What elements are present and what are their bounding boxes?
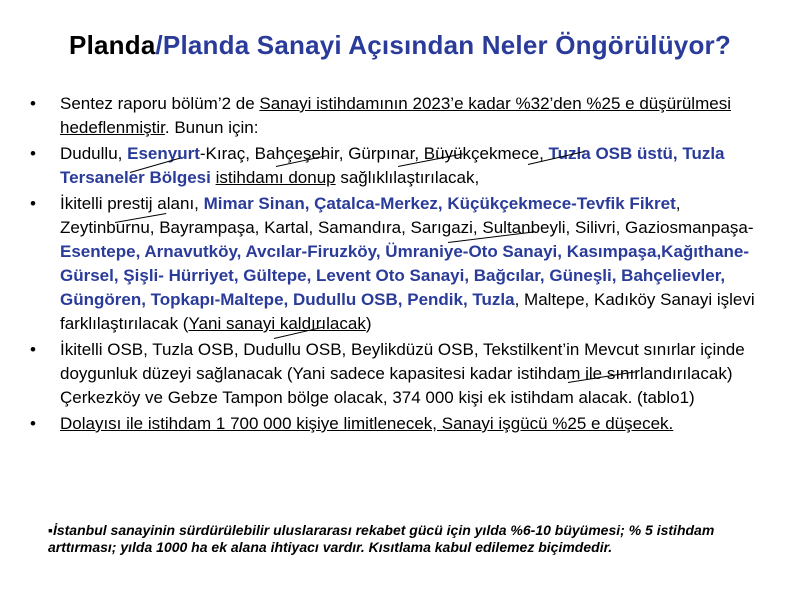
bullet-2-underlined: istihdamı donup [215, 168, 336, 187]
bullet-2-highlight-a: Esenyurt [127, 144, 200, 163]
bullet-5-underlined: Dolayısı ile istihdam 1 700 000 kişiye limitlenecek, Sanayi işgücü %25 e düşecek. [60, 414, 674, 433]
footnote-marker: ▪ [48, 522, 53, 538]
footnote-text: İstanbul sanayinin sürdürülebilir uluslararası rekabet gücü için yılda %6-10 büyümesi; % 5 istihdam arttırması; yılda 1000 ha ek alana ihtiyacı vardır. Kısıtlama kabul edilemez biçimdedir. [48, 522, 715, 555]
bullet-2-highlight-b: Tuzla OSB üstü, Tuzla Tersaneler Bölgesi [60, 144, 725, 187]
bullet-3-text-c: , Maltepe, Kadıköy Sanayi işlevi farklılaştırılacak ( [60, 290, 755, 333]
bullet-1-text: Sentez raporu bölüm’2 de [60, 94, 260, 113]
bullet-list [28, 92, 768, 438]
bullet-3-underlined: Yani sanayi kaldırılacak [188, 314, 366, 333]
bullet-1-underlined: Sanayi istihdamının 2023’e kadar %32’den %25 e düşürülmesi hedeflenmiştir [60, 94, 731, 137]
bullet-5 [28, 412, 768, 436]
bullet-2-text-d: sağlıklılaştırılacak, [335, 168, 480, 187]
bullet-3-highlight-b: Esentepe, Arnavutköy, Avcılar-Firuzköy, Ümraniye-Oto Sanayi, Kasımpaşa,Kağıthane-Gürsel, Şişli- Hürriyet, Gültepe, Levent Oto Sanayi, Bağcılar, Güneşli, Bahçelievler, Güngören, Topkapı-Maltepe, Dudullu OSB, Pendik, Tuzla [60, 242, 750, 309]
bullet-4 [28, 338, 768, 410]
bullet-3 [28, 192, 768, 336]
bullet-3-text-a: İkitelli prestij alanı, [60, 194, 204, 213]
bullet-4-text: İkitelli OSB, Tuzla OSB, Dudullu OSB, Beylikdüzü OSB, Tekstilkent’in Mevcut sınırlar içinde doygunluk düzeyi sağlanacak (Yani sadece kapasitesi kadar istihdam ile sınırlandırılacak) Çerkezköy ve Gebze Tampon bölge olacak, 374 000 kişi ek istihdam alacak. (tablo1) [60, 340, 745, 407]
slide-title [0, 30, 800, 61]
bullet-1 [28, 92, 768, 140]
footnote [48, 522, 768, 556]
title-part-blue: /Planda Sanayi Açısından Neler Öngörülüyor? [155, 30, 731, 60]
bullet-3-text-b: , Zeytinburnu, Bayrampaşa, Kartal, Samandıra, Sarıgazi, Sultanbeyli, Silivri, Gaziosmanpaşa- [60, 194, 754, 237]
bullet-2-text-b: -Kıraç, Bahçeşehir, Gürpınar, Büyükçekmece, [199, 144, 549, 163]
bullet-3-text-d: ) [365, 314, 372, 333]
bullet-2-text-a: Dudullu, [60, 144, 128, 163]
bullet-1-tail: . Bunun için: [164, 118, 259, 137]
bullet-3-highlight-a: Mimar Sinan, Çatalca-Merkez, Küçükçekmece-Tevfik Fikret [203, 194, 676, 213]
title-part-black: Planda [69, 30, 156, 60]
